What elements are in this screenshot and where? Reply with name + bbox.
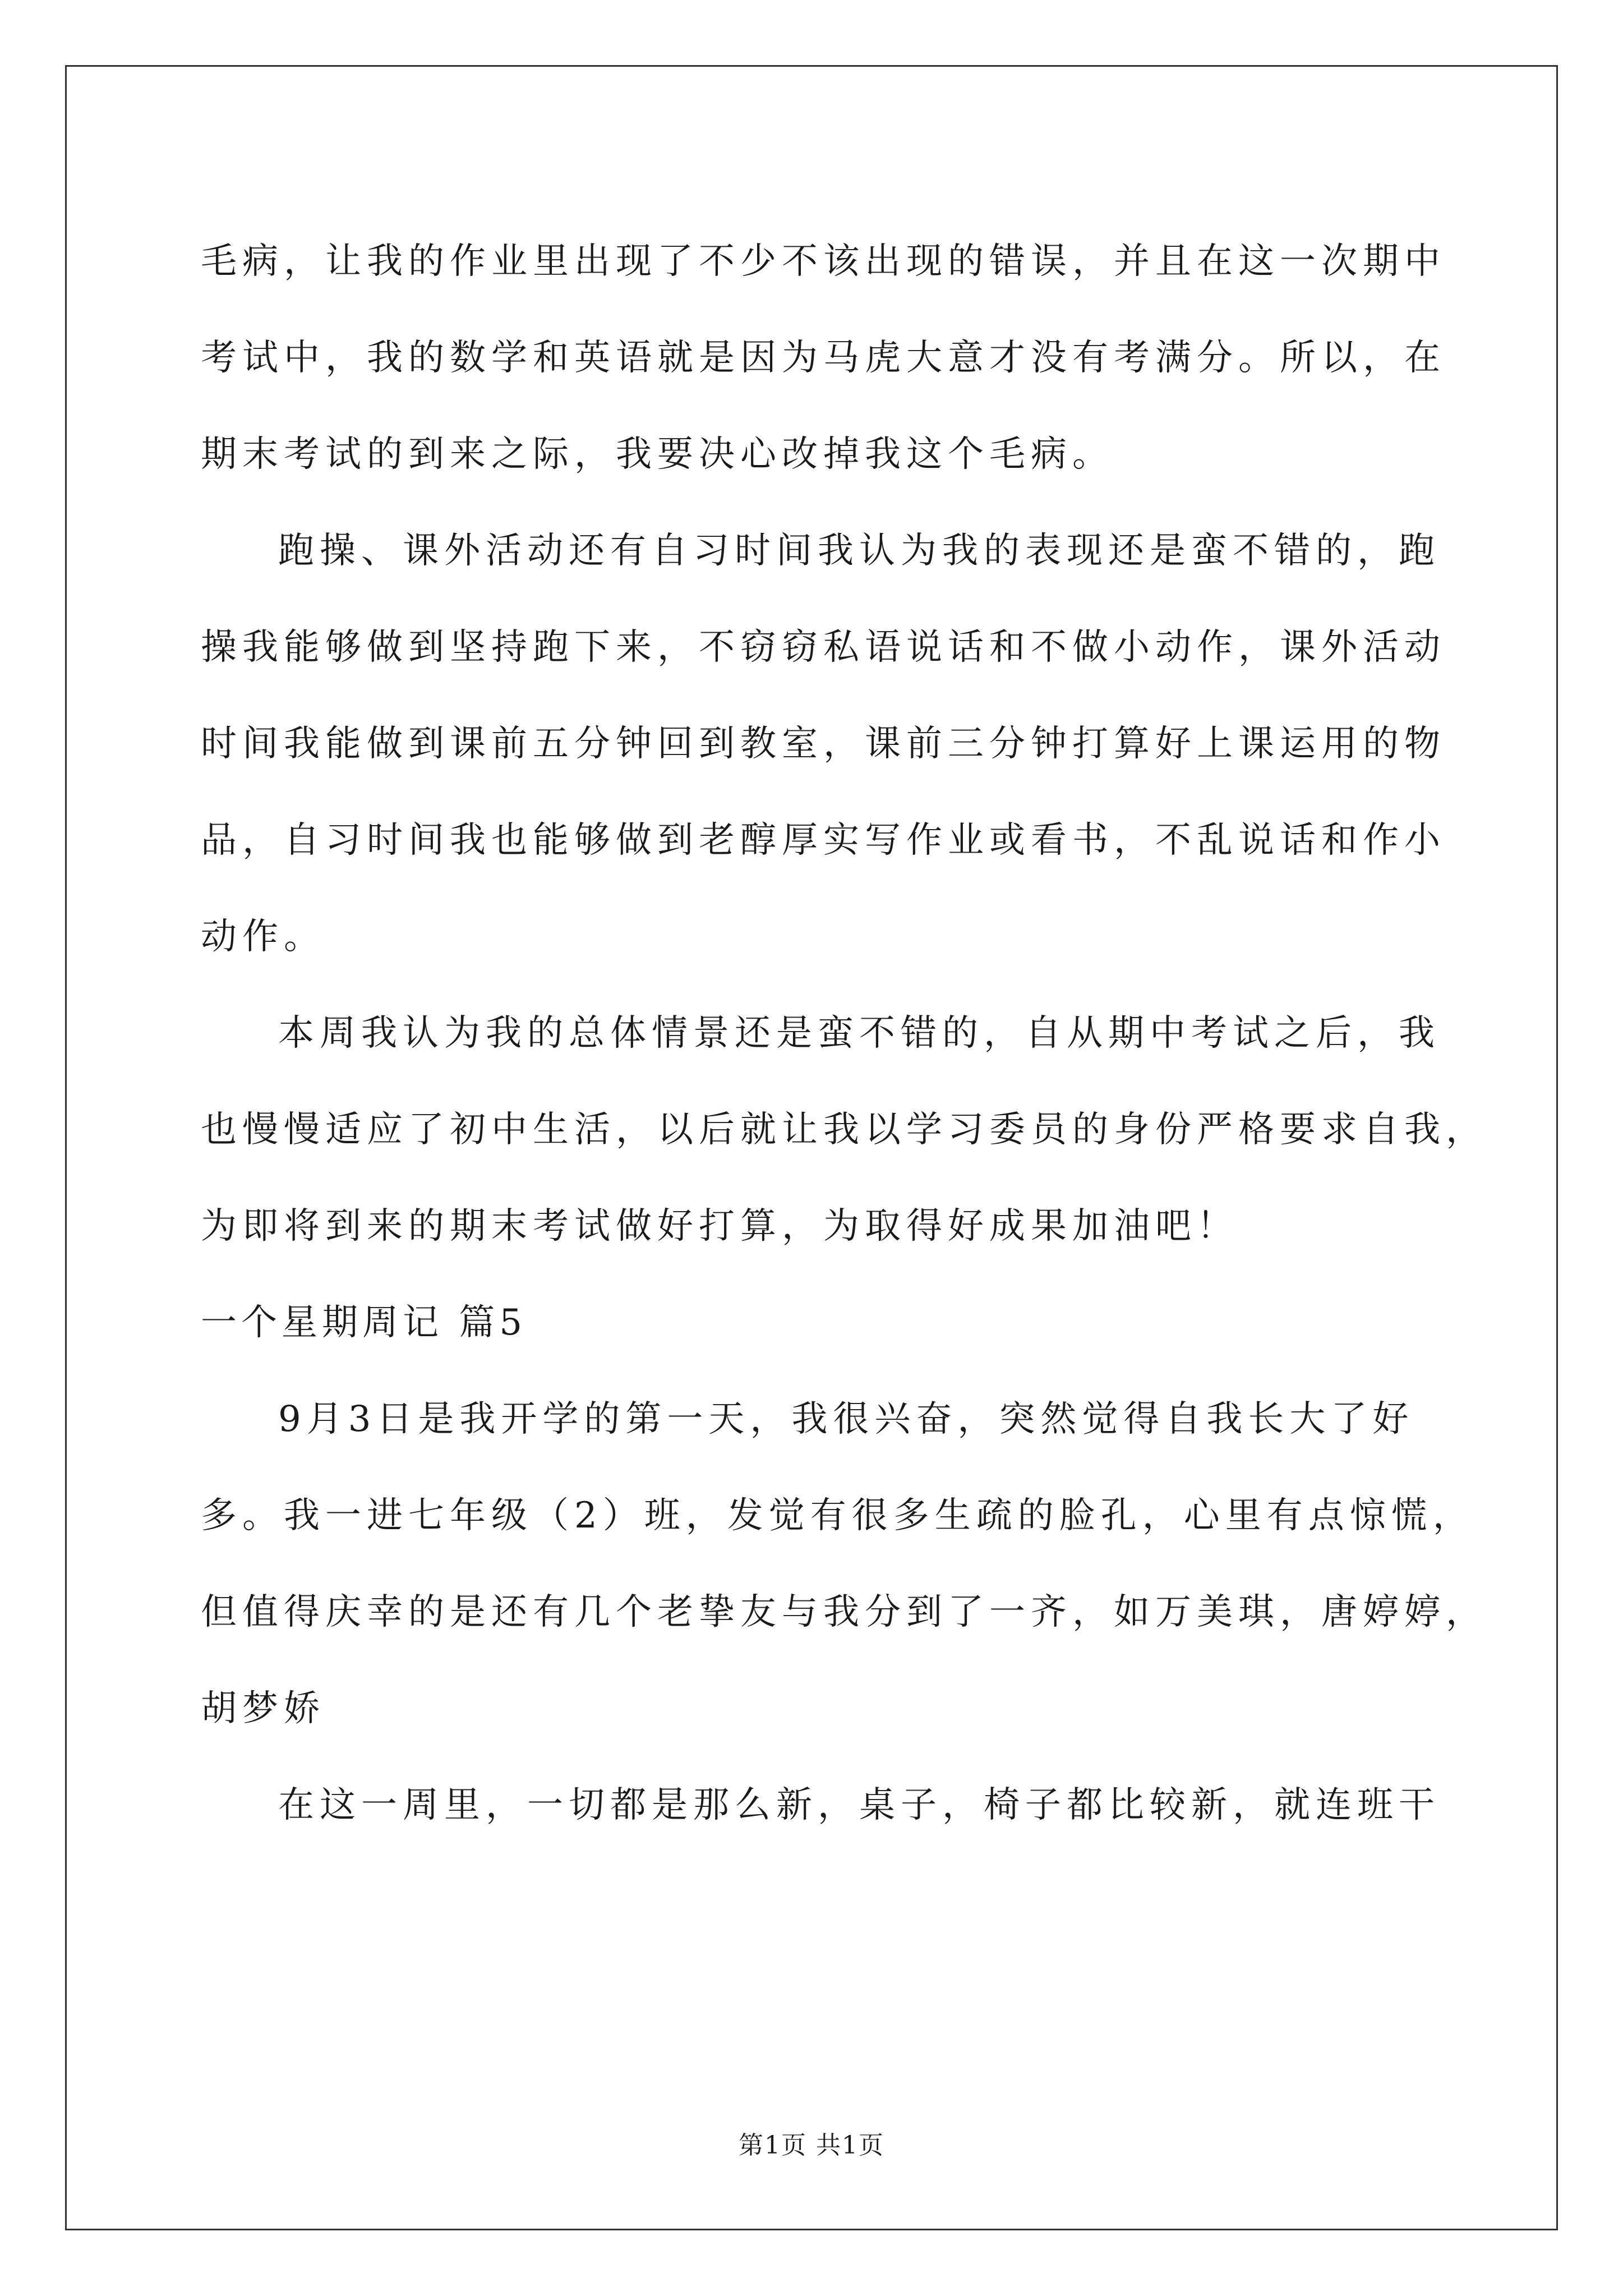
paragraph-start-line: 9月3日是我开学的第一天，我很兴奋，突然觉得自我长大了好 (278, 1398, 1414, 1440)
section-heading: 一个星期周记 篇5 (201, 1302, 527, 1343)
text-line: 时间我能做到课前五分钟回到教室，课前三分钟打算好上课运用的物 (201, 723, 1446, 765)
paragraph-start-line: 在这一周里，一切都是那么新，桌子，椅子都比较新，就连班干 (278, 1784, 1440, 1826)
text-line: 考试中，我的数学和英语就是因为马虎大意才没有考满分。所以，在 (201, 337, 1446, 379)
paragraph-start-line: 本周我认为我的总体情景还是蛮不错的，自从期中考试之后，我 (278, 1013, 1440, 1054)
text-line: 动作。 (201, 916, 325, 958)
text-line: 也慢慢适应了初中生活，以后就让我以学习委员的身份严格要求自我， (201, 1109, 1487, 1151)
text-line: 为即将到来的期末考试做好打算，为取得好成果加油吧！ (201, 1205, 1238, 1247)
text-line: 毛病，让我的作业里出现了不少不该出现的错误，并且在这一次期中 (201, 241, 1446, 282)
text-line: 操我能够做到坚持跑下来，不窃窃私语说话和不做小动作，课外活动 (201, 627, 1446, 668)
document-body (201, 213, 1487, 1853)
text-line: 胡梦娇 (201, 1688, 325, 1729)
text-line: 品，自习时间我也能够做到老醇厚实写作业或看书，不乱说话和作小 (201, 820, 1446, 861)
text-line: 期末考试的到来之际，我要决心改掉我这个毛病。 (201, 434, 1114, 475)
page-footer: 第1页 共1页 (739, 2131, 884, 2160)
paragraph-start-line: 跑操、课外活动还有自习时间我认为我的表现还是蛮不错的，跑 (278, 530, 1440, 572)
text-line: 多。我一进七年级（2）班，发觉有很多生疏的脸孔，心里有点惊慌， (201, 1495, 1474, 1536)
text-line: 但值得庆幸的是还有几个老挚友与我分到了一齐，如万美琪，唐婷婷， (201, 1591, 1487, 1633)
